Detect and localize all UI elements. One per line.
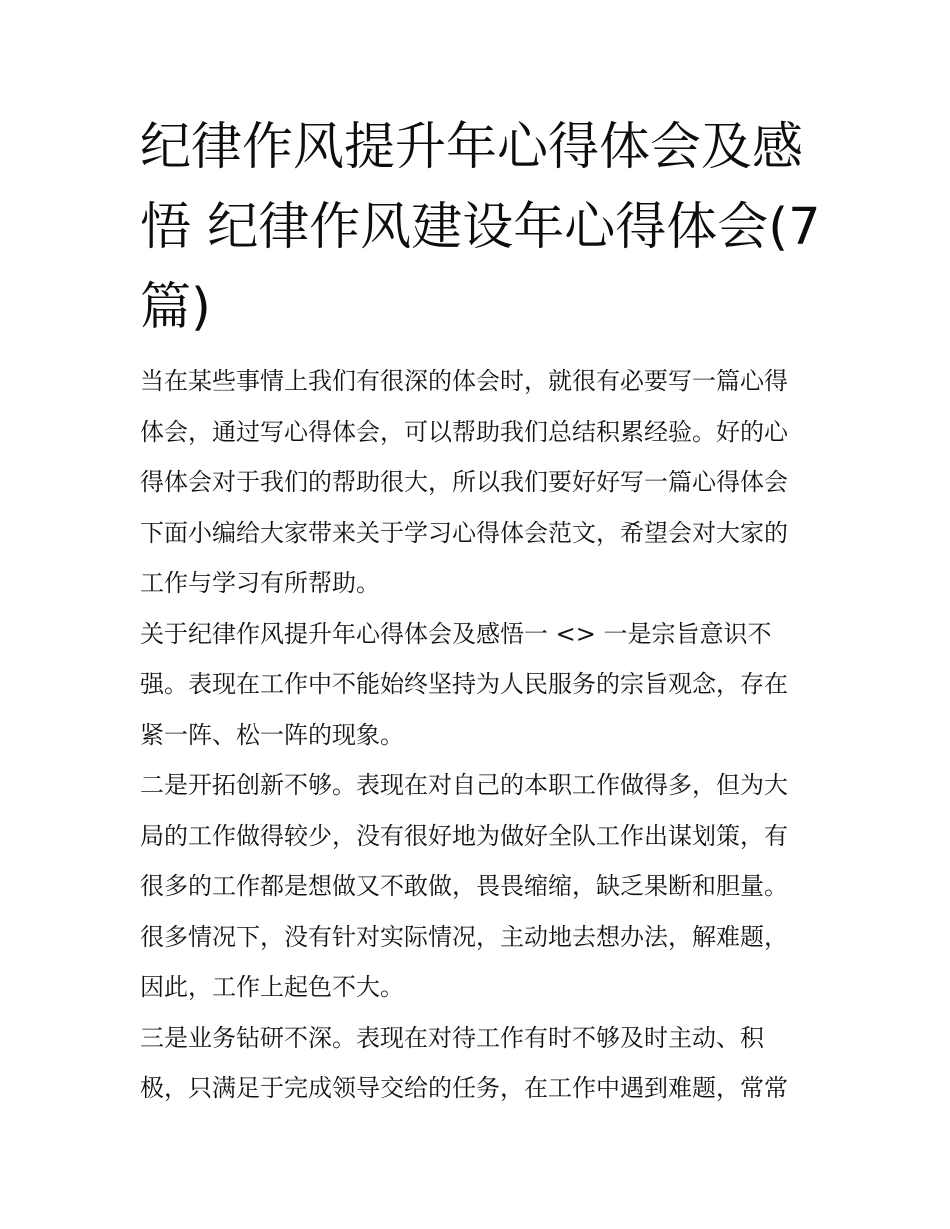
text-line: 体会，通过写心得体会，可以帮助我们总结积累经验。好的心 [140, 417, 788, 446]
paragraph-point-one [140, 609, 820, 761]
paragraph-point-three [140, 1013, 820, 1114]
text-line: 强。表现在工作中不能始终坚持为人民服务的宗旨观念，存在 [140, 670, 788, 698]
text-line: 极，只满足于完成领导交给的任务，在工作中遇到难题，常常 [140, 1074, 788, 1102]
text-line: 紧一阵、松一阵的现象。 [140, 720, 404, 749]
title-line: 篇) [140, 278, 211, 337]
text-line: 下面小编给大家带来关于学习心得体会范文，希望会对大家的 [140, 518, 788, 547]
text-line: 很多情况下，没有针对实际情况，主动地去想办法，解难题， [140, 922, 788, 951]
text-line: 局的工作做得较少，没有很好地为做好全队工作出谋划策，有 [140, 821, 788, 850]
title-line: 悟 纪律作风建设年心得体会(7 [140, 198, 821, 257]
text-line: 三是业务钻研不深。表现在对待工作有时不够及时主动、积 [140, 1023, 764, 1052]
document-title [140, 108, 820, 348]
paragraph-intro [140, 356, 820, 609]
document-body [140, 356, 820, 1114]
text-line: 当在某些事情上我们有很深的体会时，就很有必要写一篇心得 [140, 367, 788, 395]
text-line: 很多的工作都是想做又不敢做，畏畏缩缩，缺乏果断和胆量。 [140, 872, 788, 900]
text-line: 关于纪律作风提升年心得体会及感悟一 <> 一是宗旨意识不 [140, 619, 772, 648]
text-line: 因此，工作上起色不大。 [140, 973, 404, 1001]
title-line: 纪律作风提升年心得体会及感 [140, 118, 804, 177]
text-line: 得体会对于我们的帮助很大，所以我们要好好写一篇心得体会 [140, 468, 788, 496]
text-line: 工作与学习有所帮助。 [140, 569, 380, 597]
text-line: 二是开拓创新不够。表现在对自己的本职工作做得多，但为大 [140, 771, 788, 799]
paragraph-point-two [140, 760, 820, 1013]
